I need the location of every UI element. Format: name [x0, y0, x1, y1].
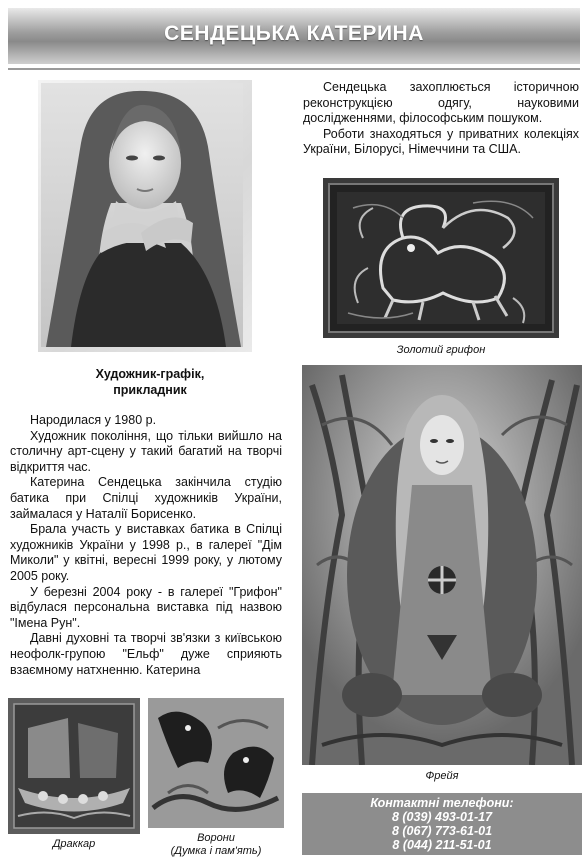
artwork-ravens — [148, 698, 284, 828]
contact-phone[interactable]: 8 (044) 211-51-01 — [392, 838, 492, 852]
ravens-illustration — [148, 698, 284, 828]
portrait-photo — [41, 83, 243, 347]
bio-paragraph: Давні духовні та творчі зв'язки з київською неофолк-групою "Ельф" дуже сприяють взаємному натхненню. Катерина — [10, 631, 282, 677]
bio-paragraph: Катерина Сендецька закінчила студію батика при Спілці художників України, займалася у Наталії Борисенко. — [10, 475, 282, 521]
title-divider — [8, 68, 580, 70]
bio-paragraph: Сендецька захоплюється історичною реконструкцією одягу, науковими дослідженнями, філософським пошуком. — [303, 80, 579, 126]
freya-illustration — [302, 365, 582, 765]
caption-ravens-subtitle: (Думка і пам'ять) — [170, 845, 262, 857]
bio-paragraph: Художник покоління, що тільки вийшло на столичну арт-сцену у такий багатий на творчі відкриття час. — [10, 428, 282, 474]
subtitle-line-2: прикладник — [113, 383, 187, 397]
artwork-freya — [302, 365, 582, 765]
biography — [10, 413, 282, 678]
bio-paragraph: Народилася у 1980 р. — [30, 413, 157, 427]
contact-phone[interactable]: 8 (039) 493-01-17 — [391, 810, 493, 824]
portrait-frame — [38, 80, 252, 352]
caption-ravens-title: Ворони — [197, 832, 235, 844]
bio-paragraph: Роботи знаходяться у приватних колекціях України, Білорусі, Німеччини та США. — [303, 126, 579, 157]
bio-paragraph: У березні 2004 року - в галереї "Грифон" відбулася персональна виставка під назвою "Імена Рун". — [10, 584, 282, 630]
griffin-illustration — [323, 178, 559, 338]
contact-heading: Контактні телефони: — [370, 796, 514, 810]
bio-paragraph: Брала участь у виставках батика в Спілці художників України у 1998 р., в галереї "Дім Миколи" у квітні, вересні 1999 року, у лютому 2005 року. — [10, 522, 282, 583]
page-title: СЕНДЕЦЬКА КАТЕРИНА — [164, 22, 424, 45]
portrait-illustration — [41, 83, 243, 347]
contact-box — [302, 793, 582, 855]
caption-golden-griffin: Золотий грифон — [396, 344, 486, 356]
subtitle-line-1: Художник-графік, — [95, 367, 205, 381]
biography-continued — [303, 80, 579, 158]
artist-subtitle — [40, 366, 260, 398]
caption-drakkar: Драккар — [52, 838, 96, 850]
title-band — [8, 8, 580, 64]
drakkar-illustration — [8, 698, 140, 834]
contact-phone[interactable]: 8 (067) 773-61-01 — [391, 824, 493, 838]
caption-ravens — [148, 832, 284, 858]
artwork-drakkar — [8, 698, 140, 834]
artwork-golden-griffin — [323, 178, 559, 338]
caption-freya: Фрейя — [425, 770, 459, 782]
